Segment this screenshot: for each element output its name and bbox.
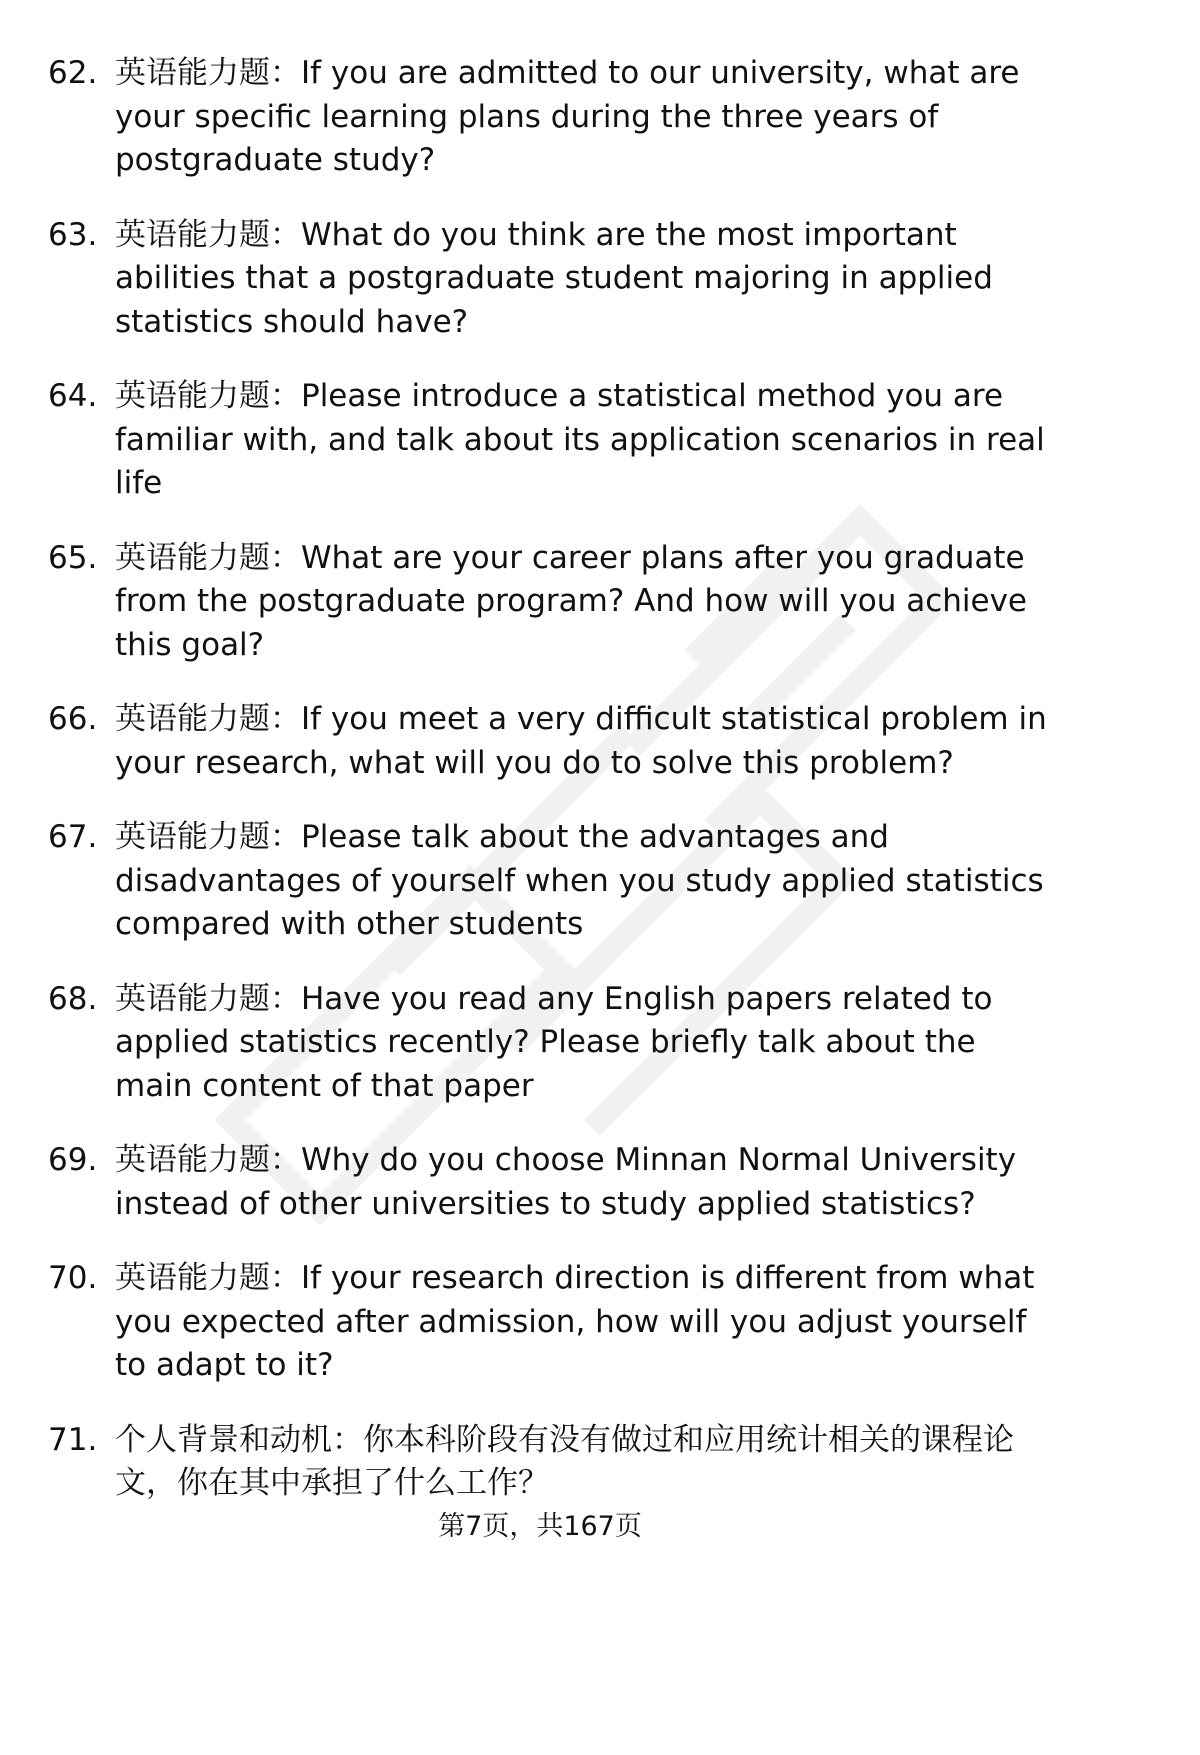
question-text: Why do you choose Minnan Normal University instead of other universities to study applied statistics? (115, 1142, 1017, 1222)
question-category: 英语能力题： (115, 701, 301, 737)
question-number: 70. (48, 1260, 98, 1296)
question-body (115, 537, 1048, 668)
question-body (115, 1139, 1048, 1226)
question-body (115, 698, 1048, 785)
question-item-63 (48, 214, 1048, 345)
question-category: 英语能力题： (115, 1142, 301, 1178)
question-category: 英语能力题： (115, 1260, 301, 1296)
question-body (115, 375, 1048, 506)
question-list (48, 52, 1048, 1537)
question-body (115, 52, 1048, 183)
question-body (115, 1257, 1048, 1388)
question-category: 英语能力题： (115, 216, 301, 253)
question-category: 个人背景和动机： (115, 1421, 363, 1458)
question-category: 英语能力题： (115, 980, 301, 1017)
question-number: 63. (48, 216, 98, 253)
question-body (115, 978, 1048, 1109)
question-number: 62. (48, 55, 98, 91)
page-footer: 第7页，共167页 (438, 1511, 642, 1542)
question-text: If you are admitted to our university, what are your specific learning plans during the three years of postgraduate study? (115, 55, 1020, 178)
question-number: 69. (48, 1142, 98, 1178)
question-item-64 (48, 375, 1048, 506)
question-text: What do you think are the most important abilities that a postgraduate student majoring in applied statistics should have? (115, 216, 993, 340)
question-number: 68. (48, 980, 98, 1017)
question-body (115, 816, 1048, 947)
question-item-70 (48, 1257, 1048, 1388)
question-item-62 (48, 52, 1048, 183)
question-text: 你本科阶段有没有做过和应用统计相关的课程论文，你在其中承担了什么工作？ (115, 1421, 1014, 1501)
question-text: What are your career plans after you graduate from the postgraduate program? And how will you achieve this goal? (115, 539, 1027, 663)
question-text: Please introduce a statistical method you are familiar with, and talk about its application scenarios in real life (115, 378, 1045, 501)
question-item-71 (48, 1419, 1048, 1506)
question-number: 64. (48, 378, 98, 414)
question-item-66 (48, 698, 1048, 785)
question-number: 71. (48, 1421, 98, 1458)
question-item-67 (48, 816, 1048, 947)
question-category: 英语能力题： (115, 55, 301, 91)
question-text: If you meet a very difficult statistical problem in your research, what will you do to solve this problem? (115, 701, 1047, 781)
question-text: If your research direction is different from what you expected after admission, how will you adjust yourself to adapt to it? (115, 1260, 1035, 1383)
question-category: 英语能力题： (115, 378, 301, 414)
question-item-65 (48, 537, 1048, 668)
question-item-68 (48, 978, 1048, 1109)
question-category: 英语能力题： (115, 819, 301, 855)
question-number: 65. (48, 539, 98, 576)
question-body (115, 214, 1048, 345)
question-category: 英语能力题： (115, 539, 301, 576)
question-body (115, 1419, 1048, 1506)
question-number: 67. (48, 819, 98, 855)
question-text: Please talk about the advantages and disadvantages of yourself when you study applied statistics compared with other students (115, 819, 1044, 942)
question-item-69 (48, 1139, 1048, 1226)
question-number: 66. (48, 701, 98, 737)
question-text: Have you read any English papers related to applied statistics recently? Please briefly talk about the main content of that paper (115, 980, 993, 1104)
